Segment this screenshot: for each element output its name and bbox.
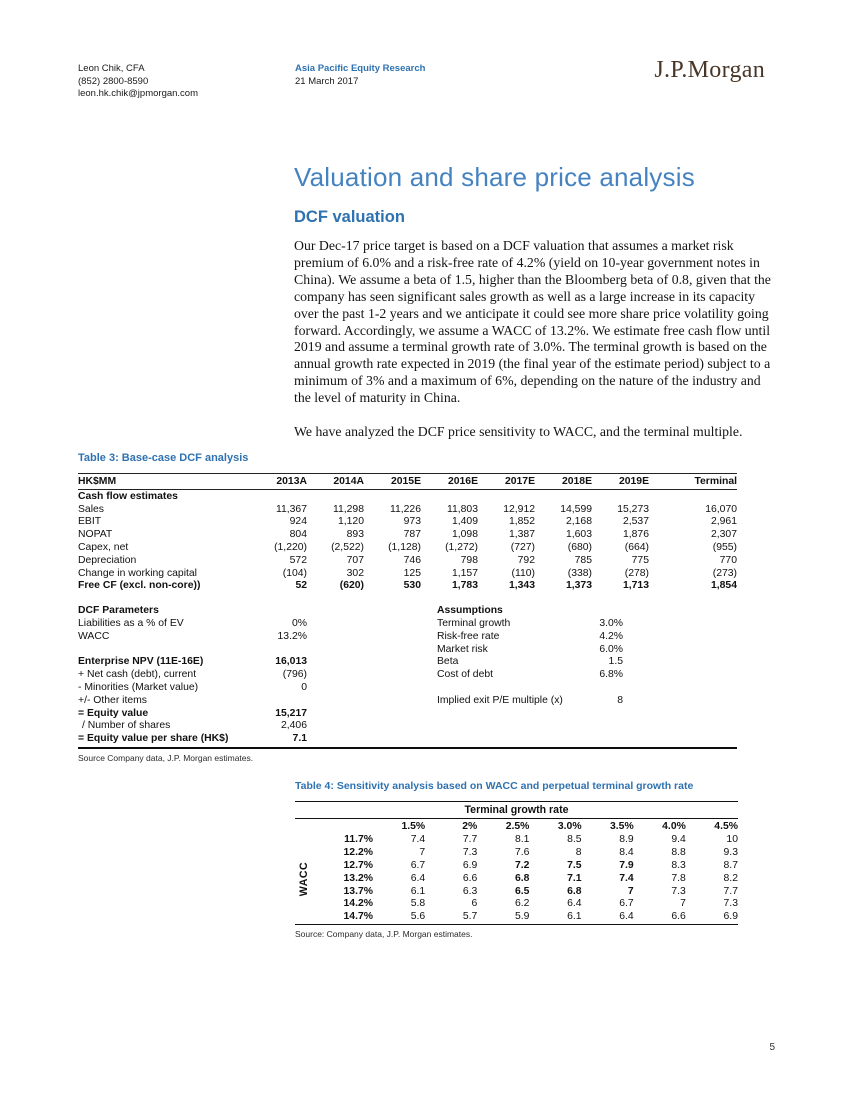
assumption-value: 1.5 bbox=[608, 656, 623, 668]
table4-cell: 7.5 bbox=[567, 859, 582, 871]
table3-row-label: Free CF (excl. non-core)) bbox=[78, 580, 201, 592]
table4-column-header: 4.0% bbox=[662, 820, 686, 832]
param-value: (796) bbox=[282, 669, 307, 681]
table4-cell: 7 bbox=[419, 846, 426, 858]
param-value: 0 bbox=[301, 682, 307, 694]
table4-wacc-header: 14.2% bbox=[343, 898, 373, 910]
table3-cell: (104) bbox=[282, 567, 307, 579]
table3-cell: 11,803 bbox=[446, 503, 478, 515]
table3-cell: 2,168 bbox=[565, 516, 592, 528]
table3-cell: 14,599 bbox=[560, 503, 592, 515]
table4-cell: 8.5 bbox=[567, 833, 582, 845]
table4-body bbox=[295, 833, 738, 923]
table4-cell: 6.7 bbox=[410, 859, 426, 871]
table3-cell: (2,522) bbox=[331, 542, 364, 554]
table4-cell: 8 bbox=[575, 846, 582, 858]
table3-cell: (680) bbox=[567, 542, 592, 554]
param-label: WACC bbox=[78, 630, 110, 642]
table4-wacc-header: 13.2% bbox=[343, 872, 373, 884]
table4-row bbox=[295, 897, 738, 910]
table3-cell: 770 bbox=[719, 554, 737, 566]
assumption-value: 6.8% bbox=[599, 669, 623, 681]
table4-cell: 5.9 bbox=[514, 911, 530, 923]
param-label: - Minorities (Market value) bbox=[78, 682, 199, 694]
param-label: Enterprise NPV (11E-16E) bbox=[78, 656, 204, 668]
table3-cell: (338) bbox=[567, 567, 592, 579]
table3-param-row bbox=[78, 656, 737, 669]
table3-header-row bbox=[78, 474, 737, 490]
table3-cell: 785 bbox=[574, 554, 592, 566]
sensitivity-paragraph: We have analyzed the DCF price sensitivity to WACC, and the terminal multiple. bbox=[294, 424, 743, 440]
page-title: Valuation and share price analysis bbox=[294, 162, 695, 192]
table3-row bbox=[78, 528, 737, 541]
table3-param-row bbox=[78, 720, 737, 733]
analyst-phone: (852) 2800-8590 bbox=[78, 75, 149, 87]
table4-column-header: 2.5% bbox=[505, 820, 530, 832]
table3-cell: 572 bbox=[289, 554, 307, 566]
table4 bbox=[295, 819, 738, 925]
table4-row bbox=[295, 885, 738, 898]
table4-column-header: 4.5% bbox=[714, 820, 738, 832]
dcf-parameters-heading: DCF Parameters bbox=[78, 605, 159, 617]
table3-row-label: Capex, net bbox=[78, 542, 129, 554]
table4-column-header: 3.0% bbox=[557, 820, 582, 832]
report-date: 21 March 2017 bbox=[295, 75, 359, 87]
table4-cell: 6.1 bbox=[410, 885, 426, 897]
table4-wacc-header: 12.2% bbox=[343, 846, 373, 858]
table4-cell: 6 bbox=[471, 898, 478, 910]
assumption-label: Terminal growth bbox=[437, 618, 511, 630]
table3-param-row bbox=[78, 617, 737, 630]
table3-param-row bbox=[78, 668, 737, 681]
table4-cell: 7.8 bbox=[671, 872, 686, 884]
table4-cell: 6.4 bbox=[619, 911, 634, 923]
table3-param-row bbox=[78, 694, 737, 707]
table3-cell: 775 bbox=[631, 554, 649, 566]
table4-column-header: 1.5% bbox=[401, 820, 426, 832]
table3-cell: 1,783 bbox=[451, 580, 478, 592]
table3-param-row bbox=[78, 681, 737, 694]
table3-row-label: Depreciation bbox=[78, 554, 137, 566]
param-label: + Net cash (debt), current bbox=[78, 669, 197, 681]
table3-cell: 12,912 bbox=[503, 503, 535, 515]
assumption-label: Cost of debt bbox=[437, 669, 494, 681]
table4-cell: 7.3 bbox=[462, 846, 478, 858]
table3-column-header: 2016E bbox=[447, 476, 478, 487]
table3-cell: 798 bbox=[460, 554, 478, 566]
table4-row bbox=[295, 872, 738, 885]
assumption-label: Beta bbox=[437, 656, 459, 668]
table3-cell: 707 bbox=[346, 554, 364, 566]
table3-cell: 1,343 bbox=[508, 580, 535, 592]
table3-unit-header: HK$MM bbox=[78, 476, 117, 487]
wacc-axis-label: WACC bbox=[298, 861, 310, 897]
table3-cell: 11,226 bbox=[389, 503, 421, 515]
wacc-axis-label-wrap bbox=[295, 834, 313, 924]
table3-cell: 1,854 bbox=[710, 580, 737, 592]
table3-column-header: Terminal bbox=[694, 476, 737, 487]
table3-row-label: EBIT bbox=[78, 516, 102, 528]
table3-cell: 2,307 bbox=[710, 529, 737, 541]
table4-cell: 6.8 bbox=[567, 885, 582, 897]
table4-row bbox=[295, 846, 738, 859]
assumption-value: 4.2% bbox=[599, 630, 623, 642]
table3-cell: 787 bbox=[403, 529, 421, 541]
table3-cell: 792 bbox=[517, 554, 535, 566]
table3-column-header: 2015E bbox=[390, 476, 421, 487]
table3-column-header: 2013A bbox=[276, 476, 307, 487]
table4-column-header: 2% bbox=[462, 820, 478, 832]
table3 bbox=[78, 473, 737, 749]
table3-base-case-dcf bbox=[78, 452, 737, 763]
table3-cell: 924 bbox=[289, 516, 307, 528]
table3-cell: 125 bbox=[403, 567, 421, 579]
table4-cell: 6.6 bbox=[462, 872, 478, 884]
publication-block bbox=[295, 63, 425, 88]
table3-params-heading-row bbox=[78, 604, 737, 617]
table3-section-row bbox=[78, 490, 737, 503]
table3-cell: (1,272) bbox=[445, 542, 478, 554]
dcf-paragraph: Our Dec-17 price target is based on a DCF valuation that assumes a market risk premium of 6.0% and a risk-free rate of 4.2% (yield on 10-year government notes in China). We assume a beta of 1.5, higher than the Bloomberg beta of 0.8, given that the company has seen significant sales growth as well as a large increase in its capacity over the past 1-2 years and we anticipate it could see more share price volatility going forward. Accordingly, we assume a WACC of 13.2%. We estimate free cash flow until 2019 and assume a terminal growth rate of 3.0%. The terminal growth is based on the annual growth rate expected in 2019 (the final year of the estimate period) subject to a minimum of 3% and a maximum of 6%, depending on the nature of the industry and the level of maturity in China. bbox=[294, 238, 771, 406]
table4-row bbox=[295, 859, 738, 872]
table4-cell: 6.6 bbox=[671, 911, 686, 923]
table3-cell: 1,713 bbox=[622, 580, 649, 592]
table3-cell: (1,220) bbox=[274, 542, 307, 554]
table3-row bbox=[78, 580, 737, 593]
table3-cell: 302 bbox=[346, 567, 364, 579]
table3-cell: 16,070 bbox=[705, 503, 737, 515]
table4-cell: 8.1 bbox=[514, 833, 530, 845]
table4-cell: 8.3 bbox=[671, 859, 686, 871]
table3-param-row bbox=[78, 732, 737, 745]
table3-cell: (110) bbox=[511, 567, 535, 579]
table3-row bbox=[78, 541, 737, 554]
param-value: 7.1 bbox=[292, 733, 307, 745]
param-value: 16,013 bbox=[275, 656, 307, 668]
table3-bottom-rule bbox=[78, 747, 737, 749]
page-number: 5 bbox=[769, 1042, 775, 1053]
table3-section-label: Cash flow estimates bbox=[78, 490, 178, 502]
table3-column-header: 2017E bbox=[504, 476, 535, 487]
table3-cell: 893 bbox=[346, 529, 364, 541]
param-value: 0% bbox=[291, 618, 307, 630]
table4-cell: 8.7 bbox=[723, 859, 738, 871]
table4-wacc-header: 14.7% bbox=[343, 911, 373, 923]
table3-column-header: 2018E bbox=[561, 476, 592, 487]
table4-cell: 7.4 bbox=[410, 833, 426, 845]
table3-title: Table 3: Base-case DCF analysis bbox=[78, 452, 249, 464]
table3-cell: 1,387 bbox=[508, 529, 535, 541]
table4-cell: 8.4 bbox=[619, 846, 634, 858]
table3-cell: (955) bbox=[712, 542, 737, 554]
assumption-label: Market risk bbox=[437, 643, 488, 655]
table3-cell: 1,098 bbox=[451, 529, 478, 541]
table3-row bbox=[78, 503, 737, 516]
table3-cell: 2,537 bbox=[622, 516, 649, 528]
table3-cell: 1,876 bbox=[622, 529, 649, 541]
table4-cell: 9.4 bbox=[671, 833, 686, 845]
assumptions-heading: Assumptions bbox=[437, 605, 503, 617]
assumption-label: Risk-free rate bbox=[437, 630, 500, 642]
table4-cell: 8.8 bbox=[671, 846, 686, 858]
table4-cell: 7 bbox=[627, 885, 634, 897]
param-label: / Number of shares bbox=[82, 720, 171, 732]
table3-gap bbox=[78, 592, 737, 604]
table3-cell: (664) bbox=[624, 542, 649, 554]
table4-cell: 7.3 bbox=[723, 898, 738, 910]
table3-cell: 804 bbox=[289, 529, 307, 541]
table4-cell: 7.4 bbox=[619, 872, 634, 884]
table3-body bbox=[78, 490, 737, 592]
table4-cell: 9.3 bbox=[723, 846, 738, 858]
table4-cell: 6.4 bbox=[567, 898, 582, 910]
table4-cell: 7.9 bbox=[619, 859, 634, 871]
table3-cell: (727) bbox=[510, 542, 535, 554]
table3-parameters-section bbox=[78, 604, 737, 745]
table3-row bbox=[78, 516, 737, 529]
analyst-name: Leon Chik, CFA bbox=[78, 63, 145, 74]
assumption-value: 6.0% bbox=[599, 643, 623, 655]
table3-column-header: 2019E bbox=[618, 476, 649, 487]
research-division: Asia Pacific Equity Research bbox=[295, 63, 426, 74]
table4-cell: 8.2 bbox=[723, 872, 738, 884]
table4-cell: 7.2 bbox=[514, 859, 530, 871]
table4-wacc-header: 12.7% bbox=[343, 859, 373, 871]
table4-title: Table 4: Sensitivity analysis based on WACC and perpetual terminal growth rate bbox=[295, 780, 694, 792]
table4-row bbox=[295, 833, 738, 846]
table4-sensitivity-analysis bbox=[295, 780, 738, 939]
table3-cell: 530 bbox=[403, 580, 421, 592]
table4-cell: 6.2 bbox=[514, 898, 530, 910]
table3-cell: 15,273 bbox=[617, 503, 649, 515]
table3-param-row bbox=[78, 630, 737, 643]
table4-cell: 6.8 bbox=[514, 872, 530, 884]
table4-cell: 7.1 bbox=[567, 872, 582, 884]
table3-param-row bbox=[78, 707, 737, 720]
assumption-label: Implied exit P/E multiple (x) bbox=[437, 694, 563, 706]
table3-cell: (1,128) bbox=[388, 542, 421, 554]
assumption-value: 8 bbox=[617, 694, 623, 706]
param-label: = Equity value bbox=[78, 707, 149, 719]
table3-row bbox=[78, 554, 737, 567]
table3-cell: (273) bbox=[712, 567, 737, 579]
table3-cell: 11,367 bbox=[275, 503, 307, 515]
table3-source: Source Company data, J.P. Morgan estimates. bbox=[78, 753, 254, 764]
table3-row-label: Change in working capital bbox=[78, 567, 197, 579]
table3-param-row bbox=[78, 643, 737, 656]
table4-wacc-header: 13.7% bbox=[343, 885, 373, 897]
table4-cell: 6.3 bbox=[462, 885, 478, 897]
table4-wacc-header: 11.7% bbox=[344, 833, 373, 845]
param-value: 15,217 bbox=[275, 707, 307, 719]
table3-cell: 1,120 bbox=[337, 516, 364, 528]
table3-cell: 973 bbox=[403, 516, 421, 528]
table3-row-label: NOPAT bbox=[78, 529, 113, 541]
table3-column-header: 2014A bbox=[333, 476, 364, 487]
table4-header-row bbox=[295, 819, 738, 833]
table4-cell: 5.7 bbox=[462, 911, 478, 923]
param-label: +/- Other items bbox=[78, 694, 148, 706]
table3-cell: 2,961 bbox=[710, 516, 737, 528]
main-content bbox=[294, 162, 774, 441]
table4-cell: 7.7 bbox=[462, 833, 478, 845]
table3-cell: 11,298 bbox=[332, 503, 364, 515]
table4-cell: 7.7 bbox=[723, 885, 738, 897]
terminal-growth-rate-header: Terminal growth rate bbox=[295, 801, 738, 819]
table4-cell: 7.3 bbox=[671, 885, 686, 897]
assumption-value: 3.0% bbox=[599, 618, 623, 630]
param-value: 13.2% bbox=[277, 630, 307, 642]
table3-cell: 1,373 bbox=[565, 580, 592, 592]
table3-cell: 746 bbox=[403, 554, 421, 566]
analyst-contact-block bbox=[78, 63, 198, 101]
table4-cell: 6.7 bbox=[619, 898, 634, 910]
table4-source: Source: Company data, J.P. Morgan estimates. bbox=[295, 929, 473, 940]
table3-row bbox=[78, 567, 737, 580]
table4-column-header: 3.5% bbox=[610, 820, 634, 832]
param-value: 2,406 bbox=[280, 720, 307, 732]
section-heading-dcf-valuation: DCF valuation bbox=[294, 208, 405, 226]
table3-cell: 1,852 bbox=[508, 516, 535, 528]
param-label: = Equity value per share (HK$) bbox=[78, 733, 229, 745]
table4-cell: 8.9 bbox=[619, 833, 634, 845]
table4-cell: 7.6 bbox=[514, 846, 530, 858]
table4-cell: 10 bbox=[726, 833, 738, 845]
table4-cell: 5.6 bbox=[410, 911, 426, 923]
param-label: Liabilities as a % of EV bbox=[78, 618, 184, 630]
table3-cell: (278) bbox=[624, 567, 649, 579]
table4-cell: 6.5 bbox=[514, 885, 530, 897]
table4-cell: 6.4 bbox=[410, 872, 426, 884]
table4-row bbox=[295, 910, 738, 923]
jpmorgan-logo: J.P.Morgan bbox=[654, 57, 765, 83]
table3-cell: 1,603 bbox=[565, 529, 592, 541]
table3-cell: 1,157 bbox=[451, 567, 478, 579]
table3-cell: 1,409 bbox=[451, 516, 478, 528]
table3-cell: (620) bbox=[339, 580, 364, 592]
table4-cell: 5.8 bbox=[410, 898, 426, 910]
table3-cell: 52 bbox=[295, 580, 307, 592]
table3-row-label: Sales bbox=[78, 503, 104, 515]
table4-cell: 7 bbox=[680, 898, 686, 910]
analyst-email: leon.hk.chik@jpmorgan.com bbox=[78, 88, 199, 99]
table4-cell: 6.9 bbox=[723, 911, 738, 923]
table4-cell: 6.1 bbox=[567, 911, 582, 923]
table4-cell: 6.9 bbox=[462, 859, 478, 871]
